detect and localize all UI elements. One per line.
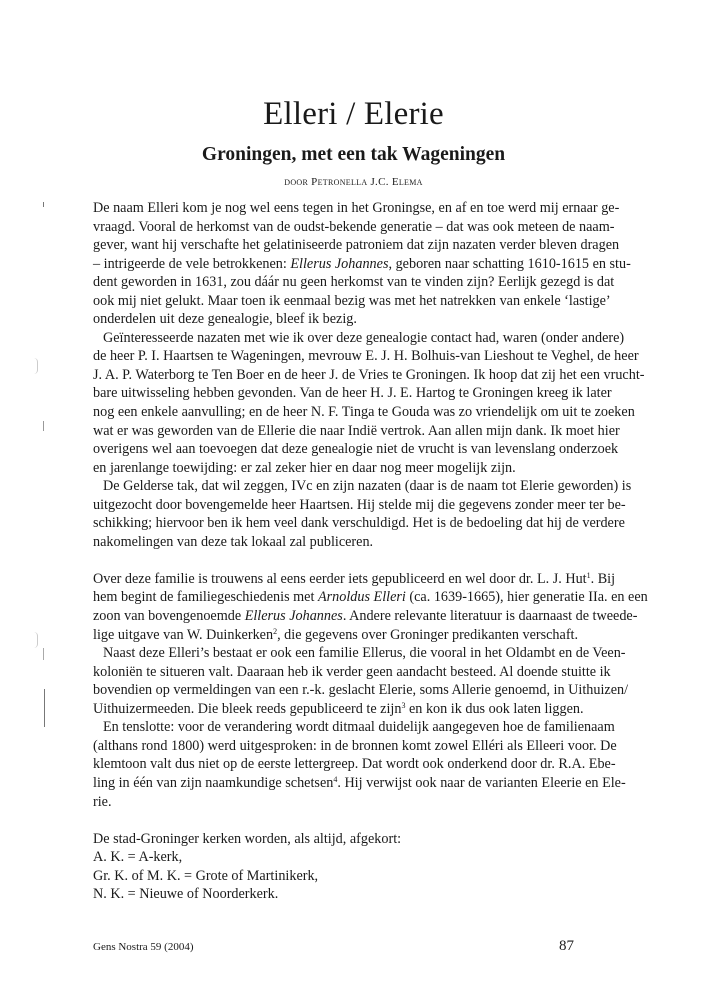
text-line: Geïnteresseerde nazaten met wie ik over deze genealogie contact had, waren (onder andere) bbox=[103, 329, 625, 346]
text-segment: lige uitgave van W. Duinkerken bbox=[93, 626, 274, 643]
text-line bbox=[93, 255, 631, 274]
footnote-ref[interactable]: 4 bbox=[333, 774, 338, 784]
paragraph-acknowledgements bbox=[93, 329, 645, 477]
text-segment: hem begint de familiegeschiedenis met bbox=[93, 589, 318, 606]
text-line: gever, want hij verschafte het gelatiniseerde patroniem dat zijn nazaten verder bleven dragen bbox=[93, 237, 620, 254]
text-line: nog een enkele aanvulling; en de heer N. F. Tinga te Gouda was zo vriendelijk om uit te zoeken bbox=[93, 404, 635, 421]
text-segment: ling in één van zijn naamkundige schetsen bbox=[93, 774, 334, 791]
text-line: (althans rond 1800) werd uitgesproken: in de bronnen komt zowel Elléri als Elleeri voor. De bbox=[93, 737, 617, 754]
text-segment: , die gegevens over Groninger predikanten verschaft. bbox=[277, 626, 579, 643]
abbreviation-item: Gr. K. of M. K. = Grote of Martinikerk, bbox=[93, 867, 319, 884]
text-line bbox=[93, 626, 587, 645]
text-line: wat er was geworden van de Ellerie die naar Indië vertrok. Aan allen mijn dank. Ik moet hier bbox=[93, 422, 620, 439]
text-segment: Uithuizermeeden. Die bleek reeds gepubliceerd te zijn bbox=[93, 700, 402, 717]
scan-mark-3 bbox=[43, 648, 44, 660]
text-line: bare uitwisseling hebben gevonden. Van de heer H. J. E. Hartog te Groningen kreeg ik later bbox=[93, 385, 612, 402]
text-segment: en kon ik dus ook laten liggen. bbox=[405, 700, 584, 717]
italic-name: Ellerus Johannes bbox=[290, 255, 389, 272]
page-number: 87 bbox=[559, 938, 574, 954]
italic-name: Arnoldus Elleri bbox=[317, 589, 406, 606]
article-subtitle: Groningen, met een tak Wageningen bbox=[201, 144, 506, 165]
paragraph-intro bbox=[93, 199, 631, 329]
text-line: De naam Elleri kom je nog wel eens tegen in het Groningse, en af en toe werd mij ernaar ge- bbox=[93, 200, 620, 216]
text-line: vraagd. Vooral de herkomst van de oudst-bekende generatie – dat was ook meteen de naam- bbox=[93, 218, 615, 235]
text-line bbox=[93, 570, 616, 589]
text-line: klemtoon valt dus niet op de eerste lettergreep. Dat wordt ook onderkend door dr. R.A. Ebe- bbox=[93, 756, 616, 773]
scan-bracket-1 bbox=[34, 358, 38, 374]
journal-citation: Gens Nostra 59 (2004) bbox=[93, 941, 194, 953]
footnote-ref[interactable]: 1 bbox=[586, 570, 591, 580]
scan-bracket-2 bbox=[34, 632, 38, 648]
text-line bbox=[93, 700, 587, 719]
abbreviation-item: A. K. = A-kerk, bbox=[93, 849, 183, 866]
text-segment: . Andere relevante literatuur is daarnaast de tweede- bbox=[342, 608, 638, 625]
text-line: En tenslotte: voor de verandering wordt ditmaal duidelijk aangegeven hoe de familienaam bbox=[103, 719, 615, 736]
article-title: Elleri / Elerie bbox=[263, 96, 444, 132]
article-body bbox=[93, 199, 648, 904]
text-line: De Gelderse tak, dat wil zeggen, IVc en zijn nazaten (daar is de naam tot Elerie geworden) is bbox=[103, 478, 632, 495]
text-line: onderdelen uit deze genealogie, bleef ik bezig. bbox=[93, 311, 357, 328]
paragraph-gelderse-tak bbox=[93, 477, 632, 551]
italic-name: Ellerus Johannes bbox=[244, 608, 343, 625]
text-line: ook mij niet gelukt. Maar toen ik eenmaal bezig was met het natrekken van enkele ‘lastige’ bbox=[93, 292, 611, 309]
scan-mark-2 bbox=[43, 421, 44, 431]
text-segment: – intrigeerde de vele betrokkenen: bbox=[93, 255, 291, 272]
footnote-ref[interactable]: 3 bbox=[401, 700, 406, 710]
text-line: uitgezocht door bovengemelde heer Haartsen. Hij stelde mij die gegevens zonder meer ter be- bbox=[93, 496, 626, 513]
scan-mark-1 bbox=[43, 202, 44, 207]
text-line: koloniën te situeren valt. Daaraan heb ik verder geen aandacht besteed. Al doende stuitte ik bbox=[93, 663, 611, 680]
text-segment: zoon van bovengenoemde bbox=[93, 608, 245, 625]
paragraph-ellerus bbox=[93, 644, 629, 718]
paragraph-pronunciation bbox=[93, 718, 626, 811]
text-line bbox=[93, 588, 648, 607]
text-line: overigens wel aan toevoegen dat deze genealogie niet de vrucht is van levenslang onderzoek bbox=[93, 441, 619, 458]
text-line: de heer P. I. Haartsen te Wageningen, mevrouw E. J. H. Bolhuis-van Lieshout te Veghel, de heer bbox=[93, 348, 639, 365]
text-line: Naast deze Elleri’s bestaat er ook een familie Ellerus, die vooral in het Oldambt en de Veen- bbox=[103, 645, 626, 662]
author-byline: door Petronella J.C. Elema bbox=[284, 176, 423, 188]
abbreviations-list bbox=[93, 830, 587, 904]
text-line: bovendien op vermeldingen van een r.-k. geslacht Elerie, soms Allerie genoemd, in Uithuizen/ bbox=[93, 682, 629, 699]
text-line: rie. bbox=[93, 793, 112, 810]
abbreviations-intro: De stad-Groninger kerken worden, als altijd, afgekort: bbox=[93, 830, 402, 847]
footnote-ref[interactable]: 2 bbox=[273, 626, 278, 636]
text-segment: , geboren naar schatting 1610-1615 en stu- bbox=[388, 255, 631, 272]
text-line: schikking; hiervoor ben ik hem veel dank verschuldigd. Het is de bedoeling dat hij de verdere bbox=[93, 515, 625, 532]
paragraph-literature bbox=[93, 570, 648, 644]
text-line: dent geworden in 1631, zou dáár nu geen herkomst van te vinden zijn? Eerlijk gezegd is dat bbox=[93, 274, 615, 291]
text-segment: . Hij verwijst ook naar de varianten Eleerie en Ele- bbox=[337, 774, 626, 791]
text-line: nakomelingen van deze tak lokaal zal publiceren. bbox=[93, 533, 374, 550]
scan-mark-4 bbox=[44, 689, 45, 727]
text-line: J. A. P. Waterborg te Ten Boer en de heer J. de Vries te Groningen. Ik hoop dat zij het een vrucht- bbox=[93, 366, 645, 383]
text-segment: (ca. 1639-1665), hier generatie IIa. en een bbox=[405, 589, 648, 606]
text-line bbox=[93, 607, 638, 626]
text-line: en jarenlange toewijding: er zal zeker hier en daar nog meer mogelijk zijn. bbox=[93, 459, 516, 476]
abbreviation-item: N. K. = Nieuwe of Noorderkerk. bbox=[93, 886, 279, 903]
text-segment: Over deze familie is trouwens al eens eerder iets gepubliceerd en wel door dr. L. J. Hut bbox=[93, 570, 587, 587]
text-segment: . Bij bbox=[590, 570, 616, 587]
text-line bbox=[93, 774, 626, 793]
